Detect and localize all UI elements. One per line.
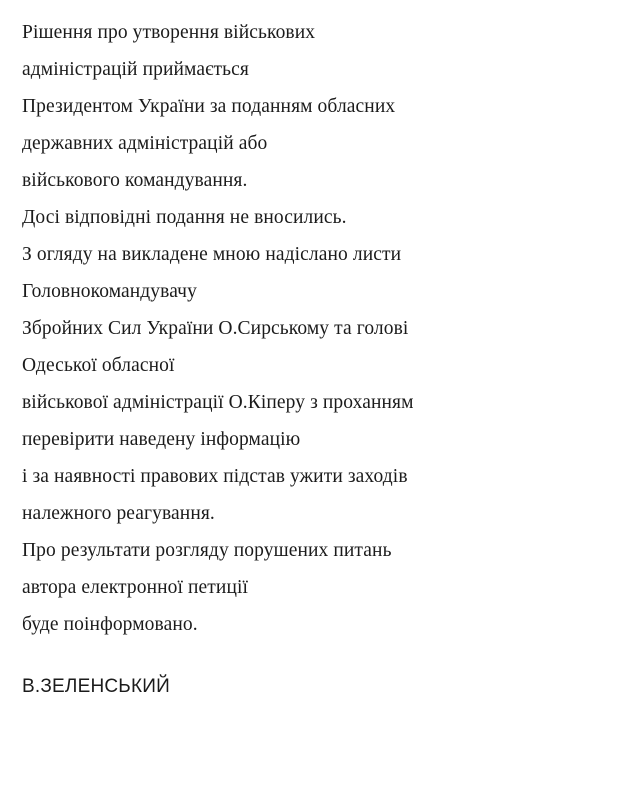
signature-name: В.ЗЕЛЕНСЬКИЙ [22, 676, 170, 697]
body-line: Збройних Сил України О.Сирському та голові [22, 318, 409, 339]
body-line: Досі відповідні подання не вносились. [22, 207, 347, 228]
body-line: буде поінформовано. [22, 614, 198, 635]
body-line: Головнокомандувачу [22, 281, 197, 302]
body-line: Президентом України за поданням обласних [22, 96, 396, 117]
body-line: державних адміністрацій або [22, 133, 268, 154]
body-line: військового командування. [22, 170, 248, 191]
document-body [22, 14, 603, 643]
body-line: З огляду на викладене мною надіслано листи [22, 244, 402, 265]
body-line: Про результати розгляду порушених питань [22, 540, 392, 561]
body-line: Одеської обласної [22, 355, 175, 376]
body-line: адміністрацій приймається [22, 59, 249, 80]
body-line: військової адміністрації О.Кіперу з проханням [22, 392, 414, 413]
body-line: і за наявності правових підстав ужити заходів [22, 466, 408, 487]
signature-block [22, 673, 603, 701]
body-line: автора електронної петиції [22, 577, 249, 598]
body-line: Рішення про утворення військових [22, 22, 316, 43]
body-line: належного реагування. [22, 503, 215, 524]
body-line: перевірити наведену інформацію [22, 429, 301, 450]
